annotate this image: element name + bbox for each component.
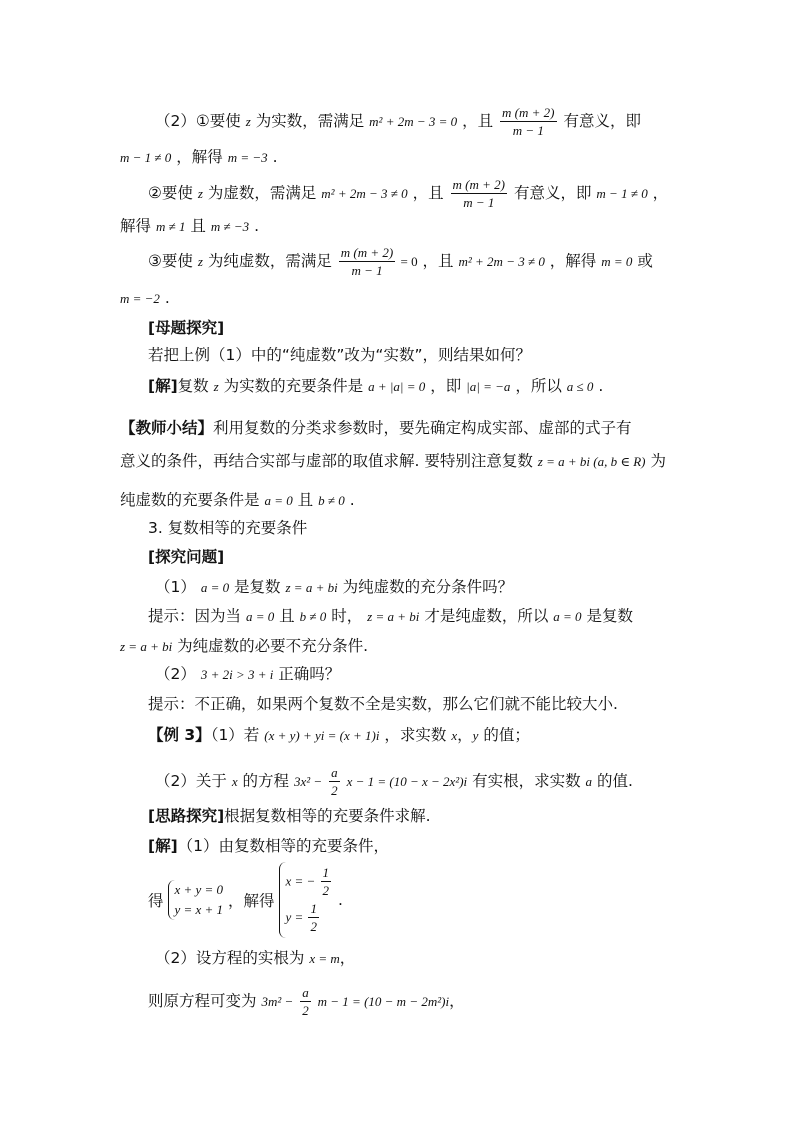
hint-1 bbox=[148, 606, 633, 627]
text: ，解得 bbox=[549, 252, 597, 270]
math-var-x: x bbox=[231, 774, 238, 789]
para-case-imaginary-cont bbox=[120, 216, 259, 237]
solution-line-1 bbox=[148, 836, 389, 856]
math-equation-lhs: 3x² − bbox=[293, 774, 323, 789]
text: 复数 bbox=[177, 377, 209, 395]
math-equation: a = 0 bbox=[264, 493, 293, 508]
text: 是复数 bbox=[234, 578, 281, 596]
fraction bbox=[451, 176, 507, 211]
equation-system bbox=[168, 880, 223, 920]
fraction-numerator: a bbox=[331, 765, 338, 780]
math-equation: x = m bbox=[309, 951, 340, 966]
text: 有实根，求实数 bbox=[472, 772, 581, 790]
fraction bbox=[308, 900, 319, 935]
text: ②要使 bbox=[148, 184, 193, 202]
section-title-mother-problem: [母题探究] bbox=[148, 319, 225, 337]
text: . bbox=[337, 891, 343, 909]
text: 正确吗？ bbox=[278, 665, 341, 683]
fraction-numerator: m (m + 2) bbox=[452, 177, 506, 192]
solution-y-lhs: y = bbox=[285, 909, 304, 925]
math-complex: z = a + bi bbox=[285, 580, 338, 595]
example-3-part-1 bbox=[148, 725, 530, 746]
math-inequality: b ≠ 0 bbox=[318, 493, 345, 508]
text: 利用复数的分类求参数时，要先确定构成实部、虚部的式子有 bbox=[213, 419, 632, 437]
text: 为实数，需满足 bbox=[255, 112, 365, 130]
system-eq-1: x + y = 0 bbox=[174, 882, 224, 897]
math-complex: z = a + bi bbox=[367, 609, 420, 624]
summary-tag: 【教师小结】 bbox=[120, 419, 214, 437]
text: . bbox=[254, 217, 260, 235]
text: 且 bbox=[190, 217, 206, 235]
text: ，求实数 bbox=[384, 726, 447, 744]
text: （2） bbox=[155, 665, 196, 683]
analysis-line bbox=[148, 806, 431, 826]
math-equation-lhs: 3m² − bbox=[261, 994, 294, 1009]
hint-1-cont bbox=[120, 636, 368, 657]
text: 有意义，即 bbox=[563, 112, 641, 130]
text: ，解得 bbox=[176, 148, 223, 166]
para-case-pure-imaginary-cont bbox=[120, 288, 170, 309]
fraction-denominator: m − 1 bbox=[500, 121, 556, 139]
text: 的值； bbox=[483, 726, 530, 744]
section-heading: 3. 复数相等的充要条件 bbox=[148, 519, 308, 537]
text: 是复数 bbox=[586, 607, 633, 625]
text: . bbox=[598, 377, 604, 395]
solution-line-3 bbox=[155, 948, 355, 969]
fraction bbox=[500, 104, 556, 139]
math-equation-rest: m − 1 = (10 − m − 2m²)i bbox=[317, 994, 450, 1009]
math-z: z bbox=[197, 254, 203, 269]
text: ， bbox=[457, 726, 473, 744]
solution-line bbox=[148, 376, 603, 397]
math-equation: |a| = −a bbox=[466, 379, 511, 394]
fraction-denominator: 2 bbox=[302, 1003, 309, 1018]
math-complex-form: z = a + bi (a, b ∈ R) bbox=[537, 454, 646, 469]
example-tag: 【例 3】 bbox=[148, 726, 211, 744]
solution-tag: [解] bbox=[148, 837, 178, 855]
text: 得 bbox=[148, 892, 164, 910]
text: （2）关于 bbox=[155, 772, 227, 790]
fraction-denominator: m − 1 bbox=[339, 261, 395, 279]
para-case-real bbox=[155, 104, 680, 139]
text: （2）设方程的实根为 bbox=[155, 949, 305, 967]
fraction bbox=[321, 864, 332, 899]
text: ，且 bbox=[462, 112, 494, 130]
math-inequality: m − 1 ≠ 0 bbox=[120, 150, 172, 165]
solution-systems bbox=[148, 862, 343, 938]
system-eq-2: y = x + 1 bbox=[174, 902, 224, 917]
text: 的值. bbox=[596, 772, 633, 790]
math-z: z bbox=[213, 379, 219, 394]
math-inequality: m ≠ −3 bbox=[210, 219, 250, 234]
text: ，所以 bbox=[515, 377, 562, 395]
math-inequality: a ≤ 0 bbox=[566, 379, 594, 394]
fraction bbox=[339, 244, 395, 279]
text: （2）①要使 bbox=[155, 112, 241, 130]
analysis-tag: [思路探究] bbox=[148, 807, 225, 825]
explore-question-1 bbox=[155, 577, 513, 598]
math-inequality: m − 1 ≠ 0 bbox=[596, 186, 648, 201]
math-complex: z = a + bi bbox=[120, 639, 173, 654]
text: ，且 bbox=[412, 184, 444, 202]
text: 为 bbox=[650, 452, 666, 470]
math-inequality: b ≠ 0 bbox=[299, 609, 327, 624]
fraction bbox=[300, 984, 311, 1019]
text: ， bbox=[339, 949, 356, 967]
text: 或 bbox=[637, 252, 653, 270]
text: 且 bbox=[297, 491, 314, 509]
text: . bbox=[349, 491, 355, 509]
math-var-x: x bbox=[451, 728, 458, 743]
text: 且 bbox=[279, 607, 295, 625]
fraction-numerator: 1 bbox=[322, 865, 330, 880]
text: ③要使 bbox=[148, 252, 193, 270]
hint-2: 提示：不正确，如果两个复数不全是实数，那么它们就不能比较大小. bbox=[148, 695, 618, 713]
fraction-numerator: a bbox=[302, 985, 309, 1000]
para-case-real-cont bbox=[120, 147, 278, 168]
math-z: z bbox=[197, 186, 203, 201]
fraction-denominator: 2 bbox=[331, 783, 338, 798]
math-equation: a + |a| = 0 bbox=[368, 379, 426, 394]
math-equation-rest: x − 1 = (10 − x − 2x²)i bbox=[346, 774, 468, 789]
math-equation: a = 0 bbox=[553, 609, 582, 624]
para-case-imaginary bbox=[148, 176, 668, 211]
teacher-summary-line-2 bbox=[120, 451, 666, 472]
solution-tag: [解] bbox=[148, 377, 178, 395]
fraction-numerator: m (m + 2) bbox=[502, 105, 555, 120]
text: 为实数的充要条件是 bbox=[223, 377, 364, 395]
teacher-summary-line-1 bbox=[120, 418, 632, 438]
text: 时， bbox=[331, 607, 363, 625]
math-equation: a = 0 bbox=[245, 609, 275, 624]
text: 为纯虚数的必要不充分条件. bbox=[177, 637, 369, 655]
text: 为虚数，需满足 bbox=[207, 184, 317, 202]
solution-system bbox=[279, 862, 333, 938]
math-comparison: 3 + 2i > 3 + i bbox=[200, 667, 274, 682]
section-title-explore: [探究问题] bbox=[148, 548, 225, 566]
text: ，即 bbox=[430, 377, 462, 395]
math-inequality: m² + 2m − 3 ≠ 0 bbox=[321, 186, 408, 201]
text: 有意义，即 bbox=[513, 184, 592, 202]
teacher-summary-line-3 bbox=[120, 490, 355, 511]
math-solution: m = −2 bbox=[120, 291, 160, 306]
text: 根据复数相等的充要条件求解. bbox=[224, 807, 431, 825]
math-equation: a = 0 bbox=[200, 580, 230, 595]
text: 提示：因为当 bbox=[148, 607, 242, 625]
question-text: 若把上例（1）中的“纯虚数”改为“实数”，则结果如何？ bbox=[148, 346, 531, 364]
math-inequality: m² + 2m − 3 ≠ 0 bbox=[458, 254, 545, 269]
math-var-a: a bbox=[585, 774, 593, 789]
solution-y bbox=[285, 900, 333, 936]
text: 为纯虚数的充分条件吗？ bbox=[342, 578, 514, 596]
text: ，且 bbox=[422, 252, 454, 270]
text: . bbox=[164, 289, 170, 307]
math-equation: (x + y) + yi = (x + 1)i bbox=[264, 728, 380, 743]
text: 解得 bbox=[120, 217, 152, 235]
para-case-pure-imaginary bbox=[148, 244, 653, 279]
math-inequality: m ≠ 1 bbox=[155, 219, 186, 234]
math-var-y: y bbox=[472, 728, 479, 743]
text: . bbox=[272, 148, 278, 166]
text: ， bbox=[449, 992, 465, 1010]
fraction-numerator: m (m + 2) bbox=[340, 245, 394, 260]
fraction-denominator: 2 bbox=[322, 883, 330, 898]
text: 为纯虚数，需满足 bbox=[207, 252, 332, 270]
math-z: z bbox=[245, 114, 251, 129]
text: 意义的条件，再结合实部与虚部的取值求解. 要特别注意复数 bbox=[120, 452, 533, 470]
solution-line-4 bbox=[148, 984, 465, 1019]
math-equation: m² + 2m − 3 = 0 bbox=[369, 114, 458, 129]
text: 则原方程可变为 bbox=[148, 992, 257, 1010]
example-3-part-2 bbox=[155, 764, 633, 799]
fraction-denominator: 2 bbox=[310, 919, 317, 934]
text: （1）由复数相等的充要条件， bbox=[177, 837, 390, 855]
text: （1）若 bbox=[210, 726, 260, 744]
math-solution: m = 0 bbox=[601, 254, 633, 269]
text: ， bbox=[652, 184, 669, 202]
text: ，解得 bbox=[227, 892, 275, 910]
text: 才是纯虚数，所以 bbox=[424, 607, 549, 625]
math-equals-zero: = 0 bbox=[397, 254, 418, 269]
explore-question-2 bbox=[155, 664, 340, 685]
text: （1） bbox=[155, 578, 196, 596]
fraction-denominator: m − 1 bbox=[451, 193, 507, 211]
math-solution: m = −3 bbox=[227, 150, 268, 165]
fraction bbox=[329, 764, 340, 799]
fraction-numerator: 1 bbox=[310, 901, 317, 916]
text: 纯虚数的充要条件是 bbox=[120, 491, 260, 509]
solution-x-lhs: x = − bbox=[285, 873, 316, 889]
solution-x bbox=[285, 864, 333, 900]
text: 的方程 bbox=[242, 772, 290, 790]
